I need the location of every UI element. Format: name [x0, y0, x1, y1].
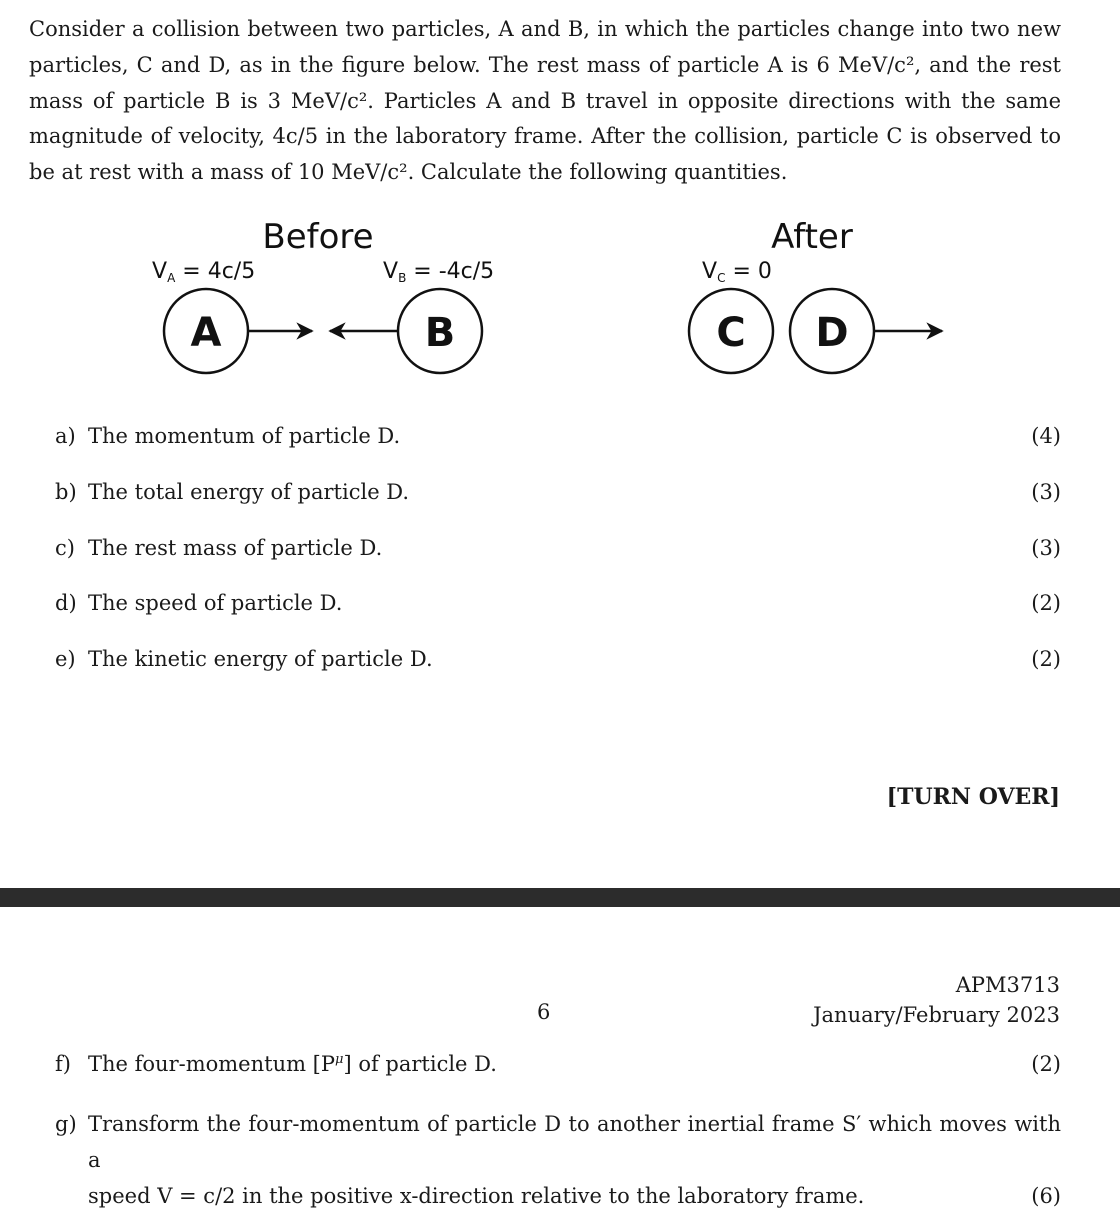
question-marks: (2)	[1031, 647, 1061, 671]
question-marks: (2)	[1031, 1052, 1061, 1076]
problem-statement	[29, 12, 1061, 191]
question-c	[55, 536, 1061, 560]
question-text: The speed of particle D.	[88, 591, 343, 615]
particle-a-label: A	[190, 310, 222, 356]
page-divider	[0, 888, 1120, 907]
page-number: 6	[537, 1000, 551, 1024]
question-label: b)	[55, 480, 77, 504]
question-marks: (3)	[1031, 536, 1061, 560]
question-marks: (3)	[1031, 480, 1061, 504]
question-marks: (2)	[1031, 591, 1061, 615]
collision-figure	[0, 205, 1120, 395]
question-label: g)	[55, 1112, 77, 1136]
question-text-line1: Transform the four-momentum of particle D to another inertial frame S′ which moves with a	[88, 1112, 1061, 1172]
question-text-line2: speed V = c/2 in the positive x-direction relative to the laboratory frame.	[88, 1184, 865, 1208]
question-marks: (4)	[1031, 424, 1061, 448]
question-label: a)	[55, 424, 76, 448]
question-marks: (6)	[1031, 1184, 1061, 1208]
question-text: The kinetic energy of particle D.	[88, 647, 433, 671]
question-text: The four-momentum $[P^\mu]$ of particle D.	[88, 1052, 497, 1076]
question-label: d)	[55, 591, 77, 615]
question-text: The total energy of particle D.	[88, 480, 410, 504]
after-title: After	[771, 217, 853, 257]
question-label: c)	[55, 536, 75, 560]
question-d	[55, 591, 1061, 615]
page-header	[813, 970, 1060, 1030]
velocity-a-label: VA = 4c/5	[152, 259, 256, 285]
question-label: f)	[55, 1052, 71, 1076]
turn-over-note: [TURN OVER]	[886, 784, 1060, 810]
question-f	[55, 1052, 1061, 1076]
velocity-b-label: VB = -4c/5	[383, 259, 495, 285]
collision-diagram	[0, 205, 1120, 395]
velocity-c-label: VC = 0	[702, 259, 772, 285]
question-b	[55, 480, 1061, 504]
question-a	[55, 424, 1061, 448]
before-title: Before	[262, 217, 374, 257]
question-label: e)	[55, 647, 76, 671]
exam-session: January/February 2023	[813, 1003, 1060, 1027]
question-g	[55, 1106, 1061, 1214]
question-text: The momentum of particle D.	[88, 424, 401, 448]
particle-b-label: B	[424, 310, 456, 356]
particle-d-label: D	[815, 310, 849, 356]
intro-paragraph: Consider a collision between two particles, A and B, in which the particles change into two new particles, C and D, as in the figure below. The rest mass of particle A is 6 MeV/c², and the rest mass of particle B is 3 MeV/c². Particles A and B travel in opposite directions with the same magnitude of velocity, 4c/5 in the laboratory frame. After the collision, particle C is observed to be at rest with a mass of 10 MeV/c². Calculate the following quantities.	[29, 17, 1061, 185]
particle-c-label: C	[716, 310, 746, 356]
question-text: The rest mass of particle D.	[88, 536, 383, 560]
course-code: APM3713	[955, 973, 1060, 997]
question-e	[55, 647, 1061, 671]
